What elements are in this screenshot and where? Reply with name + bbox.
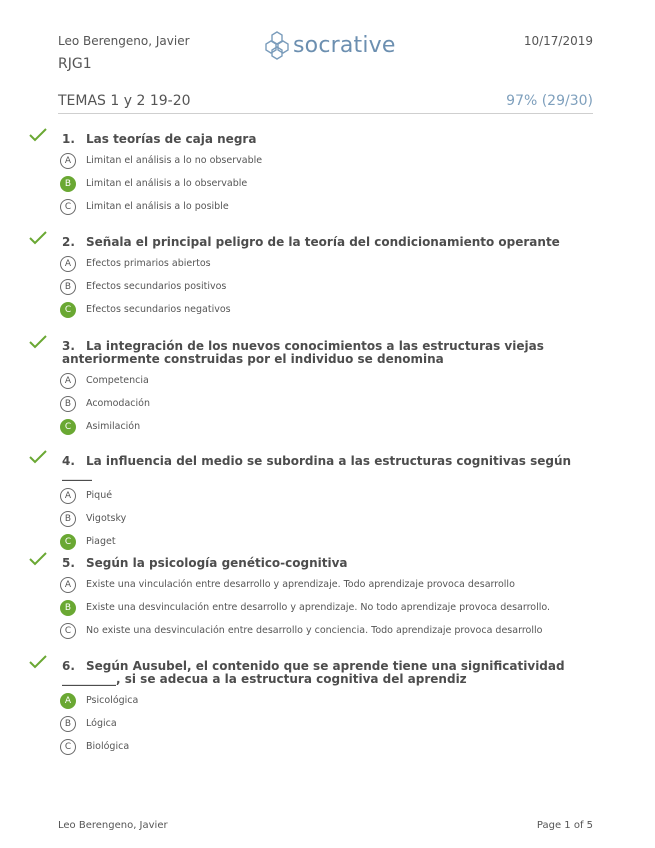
report-date: 10/17/2019: [523, 34, 593, 48]
question-text: La integración de los nuevos conocimientos a las estructuras viejas anteriormente construidas por el individuo se denomina: [62, 339, 544, 366]
correct-check-icon: [28, 334, 48, 350]
answer-option: [60, 172, 588, 195]
correct-check-icon: [28, 127, 48, 143]
answer-option: [60, 573, 588, 596]
question-number: 2.: [62, 235, 75, 249]
answer-text: No existe una desvinculación entre desarrollo y conciencia. Todo aprendizaje provoca desarrollo: [86, 625, 543, 636]
answer-letter-badge: B: [60, 716, 76, 732]
question-block: [28, 455, 588, 553]
answer-text: Vigotsky: [86, 513, 127, 524]
question-heading: [28, 455, 588, 481]
correct-answer-badge: B: [60, 176, 76, 192]
question-text: Según la psicología genético-cognitiva: [86, 556, 348, 570]
answer-option: [60, 596, 588, 619]
answer-text: Existe una vinculación entre desarrollo y aprendizaje. Todo aprendizaje provoca desarrollo: [86, 579, 515, 590]
answer-text: Piaget: [86, 536, 116, 547]
answer-option: [60, 507, 588, 530]
answer-option: [60, 712, 588, 735]
answer-text: Acomodación: [86, 398, 150, 409]
answer-text: Limitan el análisis a lo posible: [86, 201, 229, 212]
answer-text: Efectos primarios abiertos: [86, 258, 211, 269]
answer-option: [60, 484, 588, 507]
correct-answer-badge: C: [60, 534, 76, 550]
question-number: 6.: [62, 659, 75, 673]
answer-text: Psicológica: [86, 695, 139, 706]
answer-text: Efectos secundarios negativos: [86, 304, 231, 315]
question-heading: [28, 557, 588, 570]
header-divider: [58, 113, 593, 114]
answer-text: Competencia: [86, 375, 149, 386]
question-block: [28, 340, 588, 438]
answer-text: Limitan el análisis a lo observable: [86, 178, 248, 189]
correct-answer-badge: C: [60, 419, 76, 435]
correct-check-icon: [28, 230, 48, 246]
answer-letter-badge: C: [60, 623, 76, 639]
question-text: Según Ausubel, el contenido que se aprende tiene una significatividad _________, si se adecua a la estructura cognitiva del aprendiz: [62, 659, 565, 686]
answer-text: Lógica: [86, 718, 117, 729]
socrative-logo: [264, 30, 396, 60]
footer-student-name: Leo Berengeno, Javier: [58, 820, 168, 831]
answer-option: [60, 252, 588, 275]
question-number: 4.: [62, 454, 75, 468]
correct-answer-badge: A: [60, 693, 76, 709]
quiz-score: 97% (29/30): [506, 93, 593, 109]
answer-option: [60, 619, 588, 642]
answer-letter-badge: A: [60, 256, 76, 272]
question-block: [28, 236, 588, 321]
answer-option: [60, 530, 588, 553]
answer-letter-badge: A: [60, 153, 76, 169]
answer-option: [60, 195, 588, 218]
answer-letter-badge: B: [60, 279, 76, 295]
question-text: Señala el principal peligro de la teoría del condicionamiento operante: [86, 235, 560, 249]
answer-letter-badge: C: [60, 199, 76, 215]
question-block: [28, 660, 588, 758]
question-text: Las teorías de caja negra: [86, 132, 257, 146]
answer-letter-badge: B: [60, 511, 76, 527]
question-heading: [28, 340, 588, 366]
answer-option: [60, 298, 588, 321]
answer-option: [60, 689, 588, 712]
answer-option: [60, 415, 588, 438]
answer-option: [60, 369, 588, 392]
answer-text: Existe una desvinculación entre desarrollo y aprendizaje. No todo aprendizaje provoca desarrollo.: [86, 602, 551, 613]
question-block: [28, 133, 588, 218]
correct-check-icon: [28, 551, 48, 567]
question-block: [28, 557, 588, 642]
question-heading: [28, 660, 588, 686]
question-heading: [28, 133, 588, 146]
answer-option: [60, 735, 588, 758]
question-number: 1.: [62, 132, 75, 146]
answer-text: Limitan el análisis a lo no observable: [86, 155, 263, 166]
correct-answer-badge: B: [60, 600, 76, 616]
answer-text: Efectos secundarios positivos: [86, 281, 227, 292]
answer-option: [60, 275, 588, 298]
hexagon-cluster-icon: [264, 30, 290, 60]
quiz-title: TEMAS 1 y 2 19-20: [58, 93, 191, 109]
question-number: 5.: [62, 556, 75, 570]
correct-answer-badge: C: [60, 302, 76, 318]
page-number: Page 1 of 5: [536, 820, 593, 831]
question-text: La influencia del medio se subordina a las estructuras cognitivas según _____: [62, 454, 572, 481]
correct-check-icon: [28, 654, 48, 670]
answer-letter-badge: A: [60, 373, 76, 389]
question-heading: [28, 236, 588, 249]
answer-letter-badge: A: [60, 488, 76, 504]
answer-text: Piqué: [86, 490, 113, 501]
answer-letter-badge: B: [60, 396, 76, 412]
answer-text: Asimilación: [86, 421, 141, 432]
answer-option: [60, 149, 588, 172]
question-number: 3.: [62, 339, 75, 353]
class-code: RJG1: [58, 56, 92, 72]
answer-text: Biológica: [86, 741, 130, 752]
answer-option: [60, 392, 588, 415]
answer-letter-badge: C: [60, 739, 76, 755]
correct-check-icon: [28, 449, 48, 465]
brand-wordmark: socrative: [293, 32, 396, 58]
student-name: Leo Berengeno, Javier: [58, 34, 190, 48]
answer-letter-badge: A: [60, 577, 76, 593]
